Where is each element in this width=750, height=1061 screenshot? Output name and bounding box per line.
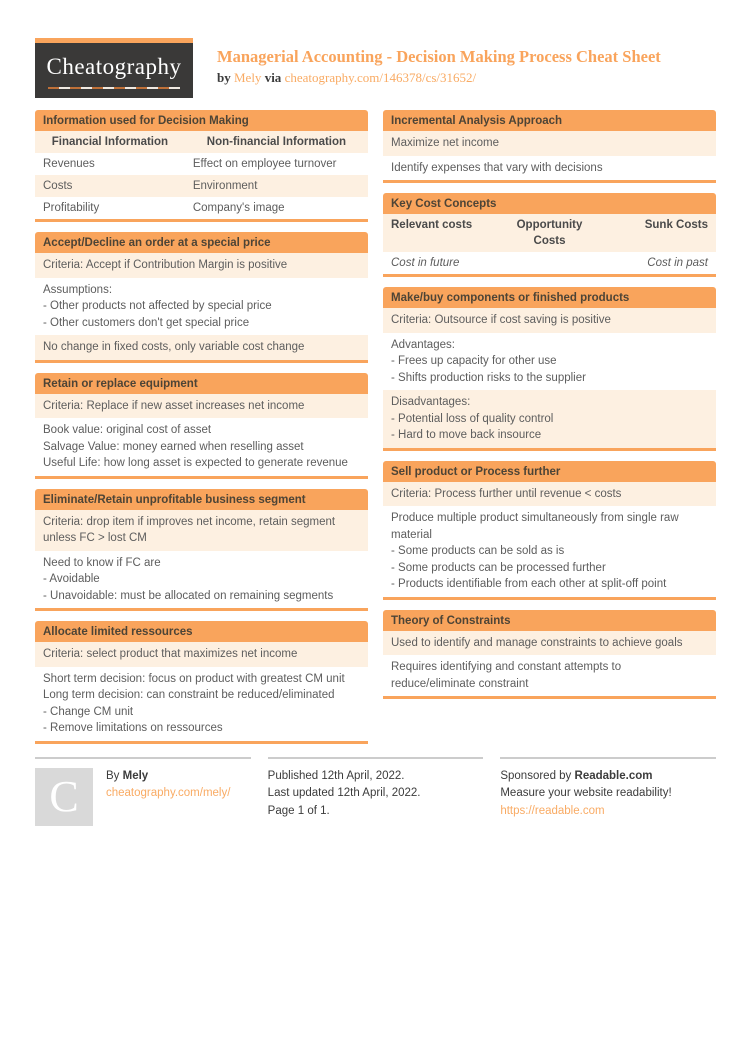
page-title-link[interactable]: Managerial Accounting - Decision Making Process Cheat Sheet <box>217 47 661 66</box>
header-text-block <box>217 38 661 98</box>
section-text-line: Advantages: <box>391 338 455 351</box>
section-row <box>35 667 368 741</box>
section-make-buy-components-or-finished-products <box>383 287 716 451</box>
section-text-line: - Frees up capacity for other use <box>391 355 557 367</box>
section-title: Make/buy components or finished products <box>383 287 716 308</box>
section-text-line: Useful Life: how long asset is expected to generate revenue <box>43 457 348 469</box>
section-title: Key Cost Concepts <box>383 193 716 214</box>
footer-author-name: Mely <box>122 769 149 782</box>
cheatography-logo[interactable] <box>35 38 193 98</box>
table-header-cell: Relevant costs <box>391 219 473 231</box>
section-text-line: - Products identifiable from each other at split-off point <box>391 578 667 590</box>
left-column <box>35 110 368 744</box>
table-cell: Cost in past <box>647 257 708 269</box>
table-cell: Revenues <box>43 158 95 170</box>
table-cell: Costs <box>43 180 73 192</box>
section-text-line: Requires identifying and constant attempts to reduce/eliminate constraint <box>391 661 622 690</box>
section-row <box>35 510 368 551</box>
section-text-line: Criteria: Outsource if cost saving is positive <box>391 314 611 326</box>
author-avatar: C <box>35 768 93 826</box>
table-header-cell: Non-financial Information <box>206 136 347 148</box>
section-text-line: Criteria: Replace if new asset increases net income <box>43 399 305 412</box>
table-row <box>35 197 368 219</box>
section-text-line: Salvage Value: money earned when reselling asset <box>43 440 304 453</box>
section-text-line: - Other products not affected by special price <box>43 300 272 312</box>
section-key-cost-concepts <box>383 193 716 277</box>
byline <box>217 70 661 86</box>
section-text-line: Disadvantages: <box>391 396 471 408</box>
section-row <box>35 335 368 360</box>
section-row <box>383 333 716 391</box>
logo-underline <box>48 87 180 89</box>
table-cell: Cost in future <box>391 257 460 269</box>
section-title: Information used for Decision Making <box>35 110 368 131</box>
table-cell: Company's image <box>192 202 285 214</box>
section-text-line: - Unavoidable: must be allocated on remaining segments <box>43 589 334 602</box>
sponsor-tagline: Measure your website readability! <box>500 787 672 799</box>
section-text-line: Identify expenses that vary with decisions <box>391 161 603 174</box>
section-text-line: Long term decision: can constraint be reduced/eliminated <box>43 689 335 701</box>
sponsor-name: Readable.com <box>574 769 653 782</box>
section-title: Retain or replace equipment <box>35 373 368 394</box>
byline-via-label: via <box>264 70 282 85</box>
section-theory-of-constraints <box>383 610 716 700</box>
section-title: Sell product or Process further <box>383 461 716 482</box>
table-row <box>35 153 368 175</box>
section-incremental-analysis-approach <box>383 110 716 183</box>
sponsor-link[interactable]: https://readable.com <box>500 804 605 817</box>
section-row <box>383 131 716 156</box>
footer-author-block <box>35 757 251 826</box>
table-header-cell: Financial Information <box>51 136 169 148</box>
section-row <box>35 551 368 609</box>
section-text-line: Criteria: Accept if Contribution Margin is positive <box>43 259 288 271</box>
section-text-line: - Some products can be processed further <box>391 561 606 574</box>
footer-meta-block <box>268 757 484 826</box>
section-text-line: Book value: original cost of asset <box>43 424 212 436</box>
published-date: Published 12th April, 2022. <box>267 769 405 782</box>
table-row <box>35 175 368 197</box>
section-row <box>35 394 368 419</box>
section-title: Eliminate/Retain unprofitable business segment <box>35 489 368 510</box>
section-row <box>383 655 716 696</box>
footer-author-link[interactable]: cheatography.com/mely/ <box>106 787 231 799</box>
section-row <box>35 278 368 336</box>
section-text-line: - Hard to move back insource <box>391 429 542 441</box>
section-title: Theory of Constraints <box>383 610 716 631</box>
footer-author-text <box>106 768 230 826</box>
section-text-line: No change in fixed costs, only variable cost change <box>43 341 305 353</box>
section-text-line: - Some products can be sold as is <box>391 545 565 557</box>
sponsor-prefix: Sponsored by <box>500 769 572 782</box>
table-cell <box>494 252 605 274</box>
section-row <box>35 253 368 278</box>
section-title: Incremental Analysis Approach <box>383 110 716 131</box>
content-columns <box>35 110 716 744</box>
sponsor-line <box>500 768 716 786</box>
table-cell: Effect on employee turnover <box>192 158 337 170</box>
section-information-used-for-decision-making <box>35 110 368 222</box>
section-accept-decline-an-order-at-a-special-price <box>35 232 368 363</box>
header <box>35 38 716 98</box>
last-updated-date: Last updated 12th April, 2022. <box>267 787 421 799</box>
right-column <box>383 110 716 699</box>
section-row <box>383 390 716 448</box>
section-row <box>383 482 716 507</box>
table-cell: Profitability <box>43 202 100 214</box>
section-text-line: - Other customers don't get special price <box>43 316 250 329</box>
section-text-line: Need to know if FC are <box>43 556 161 569</box>
section-row <box>383 631 716 656</box>
section-retain-or-replace-equipment <box>35 373 368 479</box>
section-row <box>383 308 716 333</box>
footer-author-line <box>106 768 230 786</box>
table-header-row <box>383 214 716 252</box>
section-eliminate-retain-unprofitable-business-segment <box>35 489 368 612</box>
section-text-line: - Potential loss of quality control <box>391 412 554 425</box>
section-allocate-limited-ressources <box>35 621 368 744</box>
section-row <box>35 418 368 476</box>
section-row <box>35 642 368 667</box>
section-text-line: Short term decision: focus on product with greatest CM unit <box>43 672 345 685</box>
section-text-line: - Shifts production risks to the supplier <box>391 371 586 384</box>
table-header-cell: Opportunity Costs <box>516 219 583 247</box>
table-row <box>383 252 716 274</box>
section-title: Allocate limited ressources <box>35 621 368 642</box>
section-sell-product-or-process-further <box>383 461 716 600</box>
section-text-line: Criteria: drop item if improves net income, retain segment unless FC > lost CM <box>43 515 336 544</box>
section-row <box>383 156 716 181</box>
section-text-line: - Remove limitations on ressources <box>43 722 223 734</box>
footer-sponsor-block <box>500 757 716 826</box>
section-text-line: Assumptions: <box>43 283 113 296</box>
section-text-line: Criteria: select product that maximizes net income <box>43 648 298 660</box>
section-row <box>383 506 716 597</box>
sheet-url-link[interactable]: cheatography.com/146378/cs/31652/ <box>284 70 477 85</box>
footer <box>35 757 716 826</box>
table-header-cell: Sunk Costs <box>644 219 708 231</box>
table-cell: Environment <box>192 180 258 192</box>
section-text-line: Maximize net income <box>391 137 500 149</box>
byline-by-label: by <box>217 70 231 85</box>
section-text-line: Used to identify and manage constraints to achieve goals <box>391 636 683 649</box>
footer-by-label: By <box>106 769 120 782</box>
page-number: Page 1 of 1. <box>267 804 330 817</box>
author-link[interactable]: Mely <box>233 70 262 85</box>
section-text-line: - Change CM unit <box>43 705 134 718</box>
section-text-line: Produce multiple product simultaneously from single raw material <box>391 512 679 541</box>
table-header-row <box>35 131 368 153</box>
section-text-line: Criteria: Process further until revenue < costs <box>391 487 622 500</box>
section-text-line: - Avoidable <box>43 573 100 585</box>
section-title: Accept/Decline an order at a special price <box>35 232 368 253</box>
logo-text: Cheatography <box>46 54 182 79</box>
